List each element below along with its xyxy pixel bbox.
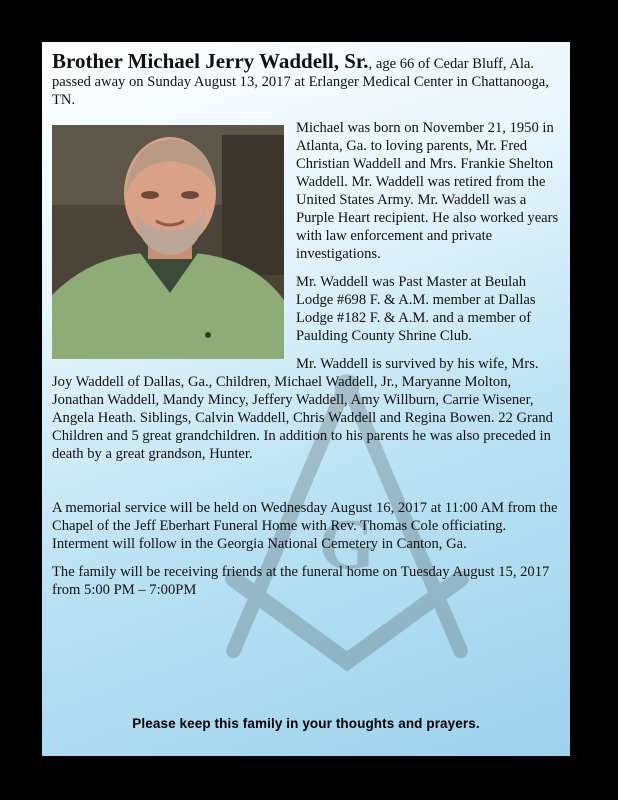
closing-message: Please keep this family in your thoughts and prayers. [132,716,480,731]
portrait-photo [52,125,284,359]
service-paragraph: A memorial service will be held on Wednesday August 16, 2017 at 11:00 AM from the Chapel of the Jeff Eberhart Funeral Home with Rev. Thomas Cole officiating. Interment will follow in the Georgia National Cemetery in Canton, Ga. [52,500,558,552]
visitation-paragraph: The family will be receiving friends at the funeral home on Tuesday August 15, 2017 from 5:00 PM – 7:00PM [52,564,550,598]
obituary-text [52,50,560,609]
survivors-paragraph: Mr. Waddell is survived by his wife, Mrs. Joy Waddell of Dallas, Ga., Children, Michael Waddell, Jr., Maryanne Molton, Jonathan Waddell, Mandy Mincy, Jeffery Waddell, Amy Willburn, Carrie Wisener, Angela Heath. Siblings, Calvin Waddell, Chris Waddell and Regina Bowen. 22 Grand Children and 5 great grandchildren. In addition to his parents he was also preceded in death by a great grandson, Hunter. [52,356,553,462]
headline-details: , age 66 of Cedar Bluff, Ala. passed away on Sunday August 13, 2017 at Erlanger Medical Center in Chattanooga, TN. [52,56,549,108]
deceased-name: Brother Michael Jerry Waddell, Sr. [52,49,369,73]
portrait-illustration [52,125,284,359]
lodge-paragraph: Mr. Waddell was Past Master at Beulah Lodge #698 F. & A.M. member at Dallas Lodge #182 F. & A.M. and a member of Paulding County Shrine Club. [296,274,536,344]
headline [52,50,560,109]
obituary-card [42,42,570,756]
emblem-letter: G [318,504,376,585]
birth-paragraph: Michael was born on November 21, 1950 in Atlanta, Ga. to loving parents, Mr. Fred Christian Waddell and Mrs. Frankie Shelton Waddell. Mr. Waddell was retired from the United States Army. Mr. Waddell was a Purple Heart recipient. He also worked years with law enforcement and private investigations. [296,120,559,262]
